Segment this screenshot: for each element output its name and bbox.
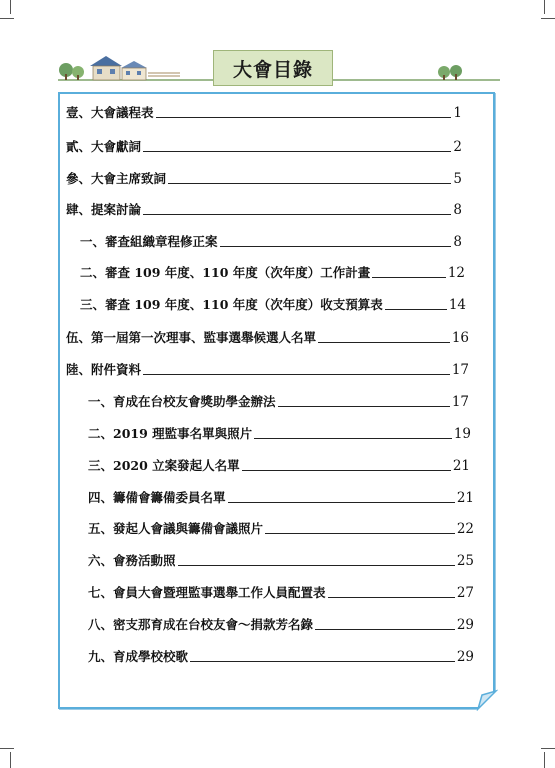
toc-entry-page: 21 (452, 458, 470, 474)
dot-leader (156, 116, 452, 118)
dot-leader (220, 245, 452, 247)
toc-entry-page: 22 (456, 521, 474, 537)
toc-entry-page: 17 (451, 394, 469, 410)
toc-entry-page: 12 (447, 265, 465, 281)
crop-mark (0, 748, 14, 749)
toc-entry-label: 肆、提案討論 (66, 202, 142, 217)
toc-entry[interactable] (66, 360, 469, 378)
dot-leader (143, 213, 451, 215)
page-title: 大會目錄 (213, 50, 333, 86)
toc-entry-label: 陸、附件資料 (66, 362, 142, 377)
toc-entry-label: 六、會務活動照 (88, 553, 176, 568)
crop-mark (10, 752, 11, 768)
dot-leader (315, 628, 455, 630)
toc-entry-label: 伍、第一屆第一次理事、監事選舉候選人名單 (66, 330, 317, 345)
dot-leader (385, 308, 447, 310)
toc-entry-label: 二、審查 109 年度、110 年度（次年度）工作計畫 (80, 265, 371, 280)
toc-entry-label: 四、籌備會籌備委員名單 (88, 490, 226, 505)
toc-entry-page: 5 (453, 171, 462, 187)
house-roof-icon (90, 56, 122, 66)
crop-mark (544, 752, 545, 768)
dot-leader (265, 532, 455, 534)
toc-entry-page: 14 (448, 297, 466, 313)
crop-mark (544, 0, 545, 14)
toc-entry-page: 17 (451, 362, 469, 378)
toc-entry[interactable] (88, 551, 474, 569)
toc-entry-page: 25 (456, 553, 474, 569)
dot-leader (328, 596, 455, 598)
toc-entry-label: 二、2019 理監事名單與照片 (88, 426, 253, 441)
toc-entry[interactable] (80, 263, 465, 281)
dot-leader (372, 276, 446, 278)
toc-entry[interactable] (66, 137, 462, 155)
dot-leader (178, 564, 455, 566)
toc-entry-page: 16 (451, 330, 469, 346)
page-curl-icon (476, 689, 498, 711)
toc-entry[interactable] (88, 583, 474, 601)
toc-entry[interactable] (66, 200, 462, 218)
toc-entry[interactable] (88, 456, 470, 474)
toc-entry[interactable] (88, 615, 474, 633)
crop-mark (0, 18, 14, 19)
dot-leader (318, 341, 450, 343)
toc-entry[interactable] (88, 519, 474, 537)
toc-entry-label: 壹、大會議程表 (66, 105, 154, 120)
toc-entry[interactable] (66, 328, 469, 346)
toc-entry-label: 一、育成在台校友會獎助學金辦法 (88, 394, 276, 409)
toc-entry[interactable] (88, 392, 469, 410)
dot-leader (190, 660, 455, 662)
toc-entry-page: 1 (453, 105, 462, 121)
toc-entry[interactable] (80, 232, 462, 250)
toc-entry-label: 三、審查 109 年度、110 年度（次年度）收支預算表 (80, 297, 383, 312)
toc-entry-page: 19 (453, 426, 471, 442)
dot-leader (143, 150, 451, 152)
crop-mark (10, 0, 11, 14)
toc-entry-label: 八、密支那育成在台校友會～捐款芳名錄 (88, 617, 314, 632)
toc-entry[interactable] (88, 424, 471, 442)
dot-leader (168, 182, 451, 184)
crop-mark (541, 748, 555, 749)
crop-mark (541, 18, 555, 19)
toc-entry-page: 8 (453, 234, 462, 250)
toc-entry[interactable] (88, 488, 474, 506)
toc-entry-label: 貳、大會獻詞 (66, 139, 142, 154)
toc-entry-label: 參、大會主席致詞 (66, 171, 167, 186)
toc-entry[interactable] (66, 169, 462, 187)
toc-entry-label: 一、審查組織章程修正案 (80, 234, 218, 249)
toc-entry-label: 九、育成學校校歌 (88, 649, 189, 664)
toc-entry-page: 29 (456, 649, 474, 665)
toc-entry-label: 五、發起人會議與籌備會議照片 (88, 521, 264, 536)
toc-entry-page: 21 (456, 490, 474, 506)
dot-leader (228, 501, 455, 503)
toc-entry-label: 三、2020 立案發起人名單 (88, 458, 240, 473)
toc-entry-page: 29 (456, 617, 474, 633)
toc-entry[interactable] (80, 295, 466, 313)
dot-leader (254, 437, 452, 439)
dot-leader (242, 469, 451, 471)
toc-entry-page: 8 (453, 202, 462, 218)
dot-leader (143, 373, 450, 375)
toc-entry[interactable] (88, 647, 474, 665)
toc-entry[interactable] (66, 103, 462, 121)
toc-entry-page: 2 (453, 139, 462, 155)
dot-leader (278, 405, 450, 407)
toc-entry-page: 27 (456, 585, 474, 601)
toc-entry-label: 七、會員大會暨理監事選舉工作人員配置表 (88, 585, 326, 600)
